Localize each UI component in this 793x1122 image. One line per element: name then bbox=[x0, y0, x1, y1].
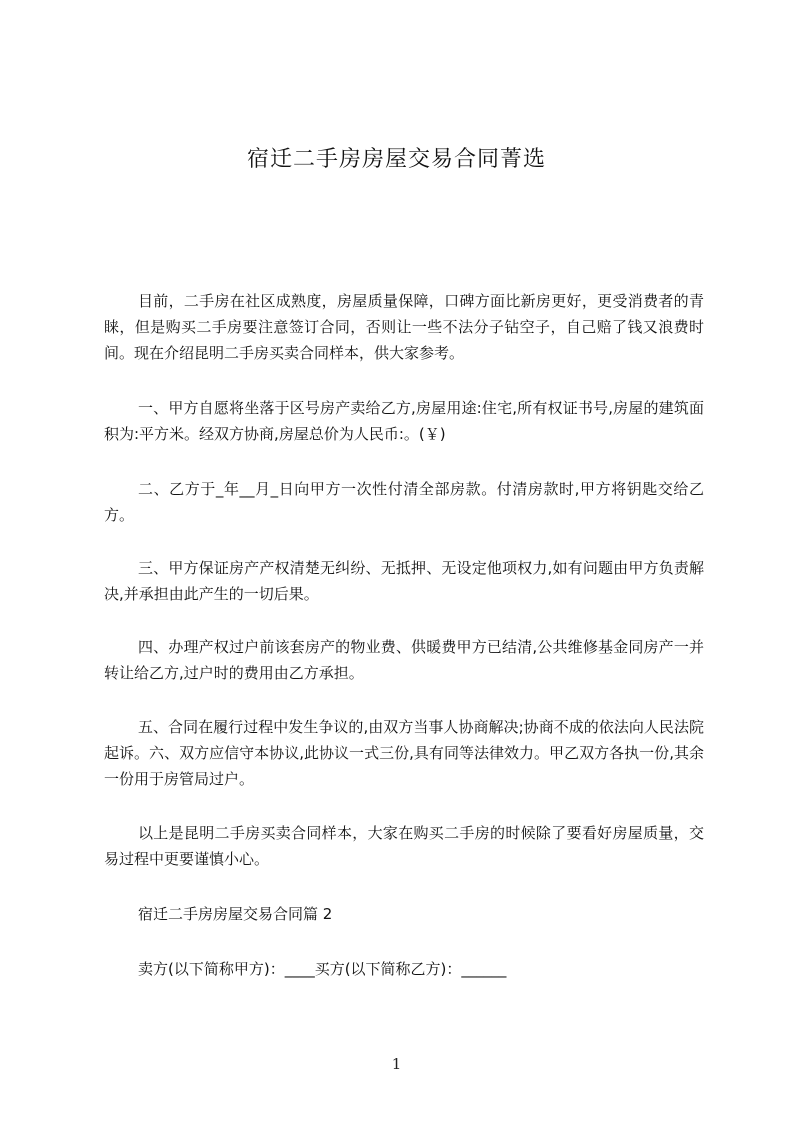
intro-paragraph: 目前，二手房在社区成熟度，房屋质量保障，口碑方面比新房更好，更受消费者的青睐，但是购买二手房要注意签订合同，否则让一些不法分子钻空子，自己赔了钱又浪费时间。现在介绍昆明二手房买卖合同样本，供大家参考。 bbox=[104, 292, 704, 362]
parties-line: 卖方(以下简称甲方)：____买方(以下简称乙方)：______ bbox=[138, 960, 507, 978]
clause-1-paragraph: 一、甲方自愿将坐落于区号房产卖给乙方,房屋用途:住宅,所有权证书号,房屋的建筑面积为:平方米。经双方协商,房屋总价为人民币:。(￥) bbox=[104, 399, 704, 443]
clause-5-paragraph: 五、合同在履行过程中发生争议的,由双方当事人协商解决;协商不成的依法向人民法院起诉。六、双方应信守本协议,此协议一式三份,具有同等法律效力。甲乙双方各执一份,其余一份用于房管局过户。 bbox=[104, 718, 704, 788]
section-2-heading: 宿迁二手房房屋交易合同篇 2 bbox=[138, 905, 333, 923]
page-number: 1 bbox=[391, 1055, 402, 1073]
clause-4-paragraph: 四、办理产权过户前该套房产的物业费、供暖费甲方已结清,公共维修基金同房产一并转让给乙方,过户时的费用由乙方承担。 bbox=[104, 638, 704, 682]
clause-3-paragraph: 三、甲方保证房产产权清楚无纠纷、无抵押、无设定他项权力,如有问题由甲方负责解决,并承担由此产生的一切后果。 bbox=[104, 559, 704, 603]
clause-2-paragraph: 二、乙方于_年__月_日向甲方一次性付清全部房款。付清房款时,甲方将钥匙交给乙方。 bbox=[104, 480, 704, 524]
document-title: 宿迁二手房房屋交易合同菁选 bbox=[246, 147, 546, 172]
conclusion-paragraph: 以上是昆明二手房买卖合同样本，大家在购买二手房的时候除了要看好房屋质量，交易过程中更要谨慎小心。 bbox=[104, 824, 704, 868]
